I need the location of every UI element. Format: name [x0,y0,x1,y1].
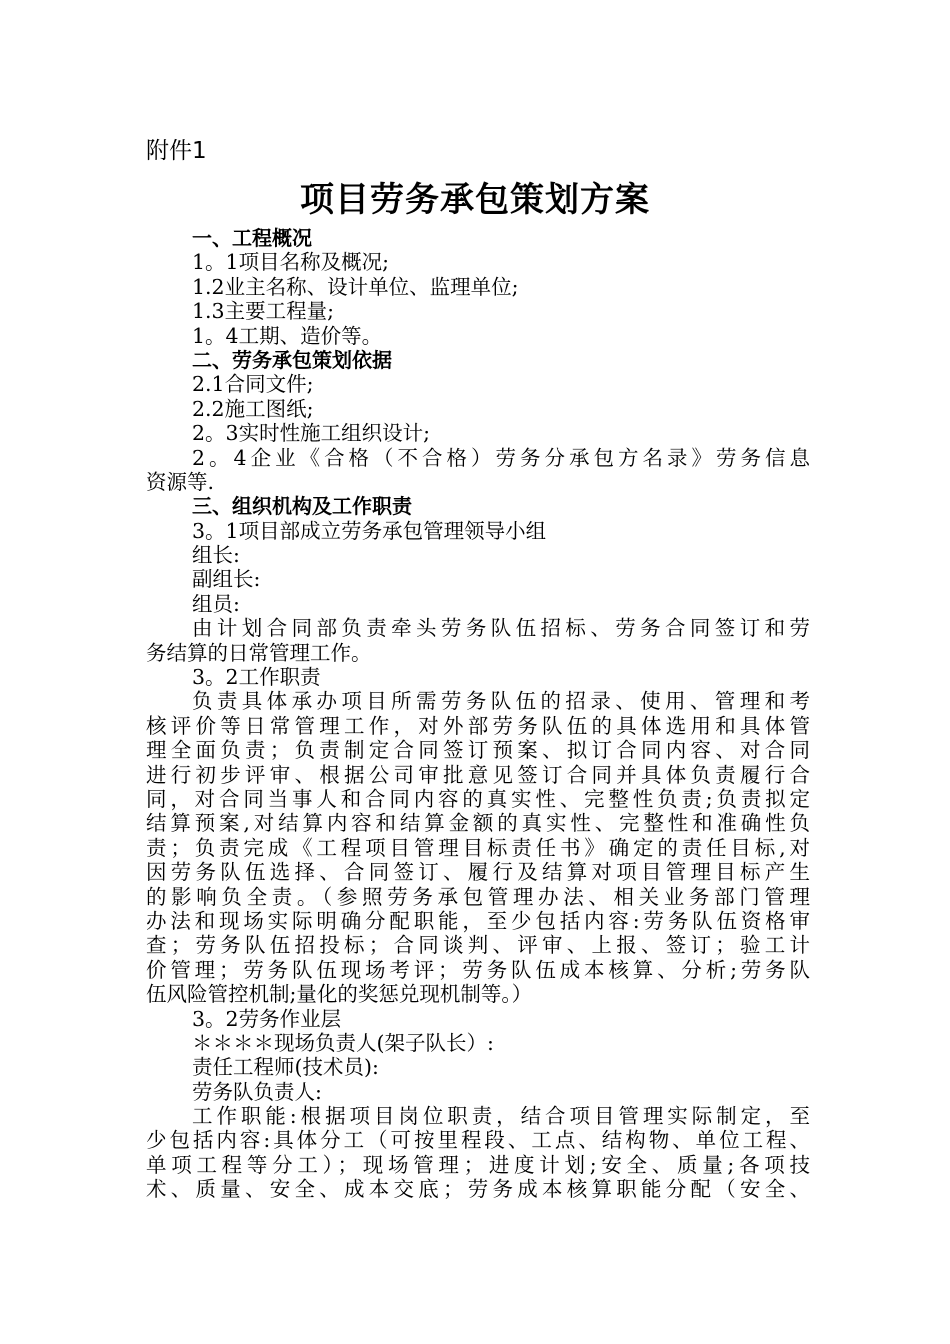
attachment-label: 附件1 [146,138,207,164]
body-line: 2.1合同文件; [192,372,314,397]
body-line: 伍风险管控机制;量化的奖惩兑现机制等。） [146,982,533,1007]
body-line: 结算预案,对结算内容和结算金额的真实性、完整性和准确性负 [146,811,810,836]
body-line: 负责具体承办项目所需劳务队伍的招录、使用、管理和考 [192,689,810,714]
body-line: 副组长: [192,567,261,592]
document-title: 项目劳务承包策划方案 [300,180,650,220]
body-line: 1.2业主名称、设计单位、监理单位; [192,274,519,299]
body-line: 少包括内容:具体分工（可按里程段、工点、结构物、单位工程、 [146,1128,810,1153]
body-line: 3。2劳务作业层 [192,1006,342,1031]
section-heading-1: 一、工程概况 [192,226,312,250]
body-line: 1.3主要工程量; [192,299,335,324]
body-line: 因劳务队伍选择、合同签订、履行及结算对项目管理目标产生 [146,860,810,885]
body-line: 资源等. [146,469,215,494]
body-line: 1。4工期、造价等。 [192,323,383,348]
body-line: 查；劳务队伍招投标；合同谈判、评审、上报、签订；验工计 [146,933,810,958]
body-line: 责任工程师(技术员): [192,1055,379,1080]
document-body [146,226,810,1202]
body-line: 2.2施工图纸; [192,396,314,421]
body-line: 1。1项目名称及概况; [192,250,389,275]
section-heading-2: 二、劳务承包策划依据 [192,347,392,372]
body-line: 劳务队负责人: [192,1079,322,1104]
body-line: 术、质量、安全、成本交底；劳务成本核算职能分配（安全、 [146,1177,810,1202]
body-line: 同，对合同当事人和合同内容的真实性、完整性负责;负责拟定 [146,786,810,811]
body-line: 进行初步评审、根据公司审批意见签订合同并具体负责履行合 [146,762,810,787]
body-line: 工作职能:根据项目岗位职责，结合项目管理实际制定，至 [192,1104,810,1129]
body-line: 组长: [192,543,240,568]
body-line: 由计划合同部负责牵头劳务队伍招标、劳务合同签订和劳 [192,616,810,641]
body-line: 3。1项目部成立劳务承包管理领导小组 [192,518,547,543]
body-line: 办法和现场实际明确分配职能，至少包括内容:劳务队伍资格审 [146,908,810,933]
body-line: 责；负责完成《工程项目管理目标责任书》确定的责任目标,对 [146,835,810,860]
body-line: ＊＊＊＊现场负责人(架子队长）: [192,1030,494,1055]
section-heading-3: 三、组织机构及工作职责 [192,494,412,519]
body-line: 2。4企业《合格（不合格）劳务分承包方名录》劳务信息 [192,445,810,470]
body-line: 的影响负全责。（参照劳务承包管理办法、相关业务部门管理 [146,884,810,909]
body-line: 2。3实时性施工组织设计; [192,421,430,446]
body-line: 3。2工作职责 [192,665,321,690]
body-line: 组员: [192,591,240,616]
body-line: 理全面负责；负责制定合同签订预案、拟订合同内容、对合同 [146,738,810,763]
body-line: 核评价等日常管理工作，对外部劳务队伍的具体选用和具体管 [146,713,810,738]
body-line: 单项工程等分工）；现场管理；进度计划;安全、质量;各项技 [146,1152,810,1177]
body-line: 务结算的日常管理工作。 [146,640,372,665]
body-line: 价管理；劳务队伍现场考评；劳务队伍成本核算、分析;劳务队 [146,957,810,982]
